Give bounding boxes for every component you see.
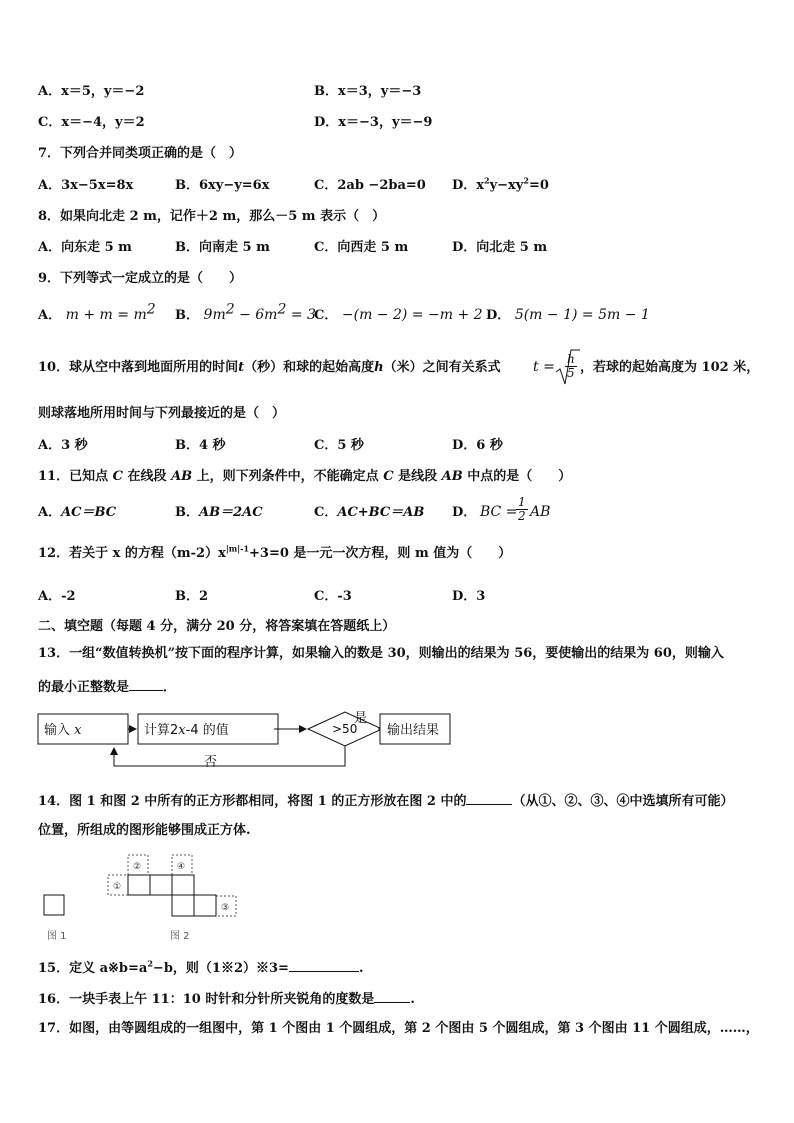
fig1-label: 图 1 bbox=[47, 931, 67, 942]
q8-option-a: A．向东走 5 m bbox=[38, 240, 132, 255]
q14-line1-b: （从①、②、③、④中选填所有可能） bbox=[512, 794, 734, 809]
fig2-mark-1: ① bbox=[113, 882, 122, 892]
q11-c-expr: AC+BC＝AB bbox=[337, 505, 425, 520]
q6-option-b: B．x＝3，y＝−3 bbox=[314, 84, 422, 99]
q8-option-d: D．向北走 5 m bbox=[452, 240, 548, 255]
section-heading: 二、填空题（每题 4 分，满分 20 分，将答案填在答题纸上） bbox=[38, 619, 396, 634]
q7-d-sup-1: 2 bbox=[484, 175, 490, 186]
q9-a-expr: m + m = m bbox=[65, 307, 147, 323]
q10-option-c: C．5 秒 bbox=[314, 438, 364, 453]
q9-b-expr-1: 9m bbox=[203, 307, 226, 323]
q11-var-ab2: AB bbox=[441, 469, 463, 484]
fig2-square-d bbox=[172, 895, 194, 916]
q9-c-label: C． bbox=[314, 308, 338, 323]
q7-option-a: A．3x−5x=8x bbox=[38, 178, 134, 193]
q7-option-c: C．2ab −2ba=0 bbox=[314, 178, 426, 193]
q16-stem-text: 16．一块手表上午 11：10 时针和分针所夹锐角的度数是 bbox=[38, 992, 375, 1007]
q17-stem: 17．如图，由等圆组成的一组图中，第 1 个图由 1 个圆组成，第 2 个图由 5 个圆组成，第 3 个图由 11 个圆组成，……， bbox=[38, 1021, 759, 1036]
q7-d-suffix: =0 bbox=[528, 178, 549, 193]
q13-line2-text: 的最小正整数是 bbox=[38, 680, 130, 695]
q11-d-rhs: AB bbox=[530, 504, 551, 520]
fig2-square-e bbox=[194, 895, 216, 916]
q7-d-prefix: D．x bbox=[452, 178, 485, 193]
cube-net-figures bbox=[36, 852, 246, 944]
flow-output-text: 输出结果 bbox=[387, 723, 440, 738]
q8-option-b: B．向南走 5 m bbox=[175, 240, 270, 255]
q8-stem: 8．如果向北走 2 m，记作＋2 m，那么－5 m 表示（ ） bbox=[38, 209, 386, 224]
q11-c-label: C． bbox=[314, 505, 338, 520]
q11-stem bbox=[38, 469, 571, 485]
q13-line2-end: ． bbox=[163, 680, 177, 695]
q11-stem-5: 中点的是（ ） bbox=[467, 469, 572, 484]
q16-answer-blank[interactable] bbox=[374, 990, 410, 1003]
q10-var-t: t bbox=[238, 360, 245, 375]
q9-option-c bbox=[314, 307, 483, 324]
flow-input-text: 输入 x bbox=[44, 723, 82, 738]
q10-formula-fraction bbox=[565, 353, 577, 380]
fig2-mark-3: ③ bbox=[221, 903, 230, 913]
q11-stem-2: 在线段 bbox=[127, 469, 167, 484]
q15-answer-blank[interactable] bbox=[289, 959, 359, 972]
flow-no-label: 否 bbox=[204, 755, 218, 770]
q16-end: . bbox=[410, 992, 415, 1007]
q16-stem bbox=[38, 990, 415, 1008]
q10-option-d: D．6 秒 bbox=[452, 438, 503, 453]
q10-stem-2: （秒）和球的起始高度 bbox=[244, 360, 375, 375]
q11-option-b bbox=[175, 505, 263, 521]
flow-decision-text: >50 bbox=[332, 722, 358, 736]
fig2-mark-4: ④ bbox=[177, 862, 186, 872]
q11-stem-1: 11．已知点 bbox=[38, 469, 109, 484]
q10-stem bbox=[38, 358, 501, 378]
q10-stem-3: （米）之间有关系式 bbox=[383, 360, 501, 375]
q11-b-expr: AB＝2AC bbox=[199, 505, 263, 520]
q13-answer-blank[interactable] bbox=[129, 678, 163, 691]
q10-option-a: A．3 秒 bbox=[38, 438, 88, 453]
q12-option-a: A．-2 bbox=[38, 589, 76, 604]
q7-stem: 7．下列合并同类项正确的是（ ） bbox=[38, 146, 243, 161]
q9-b-expr-2: − 6m bbox=[234, 307, 278, 323]
q9-option-a bbox=[38, 301, 156, 324]
fig2-square-c bbox=[172, 875, 194, 895]
q9-b-sup-1: 2 bbox=[225, 301, 235, 318]
fig2-square-a bbox=[128, 875, 150, 895]
q15-end: . bbox=[358, 961, 364, 976]
q15-stem bbox=[38, 959, 363, 977]
q14-line1-a: 14．图 1 和图 2 中所有的正方形都相同，将图 1 的正方形放在图 2 中的 bbox=[38, 794, 467, 809]
q9-stem: 9．下列等式一定成立的是（ ） bbox=[38, 271, 243, 286]
q11-d-fraction bbox=[516, 496, 528, 523]
flowchart bbox=[36, 708, 456, 772]
fig2-label: 图 2 bbox=[170, 931, 190, 942]
q11-d-den: 2 bbox=[518, 509, 526, 523]
q11-var-ab: AB bbox=[171, 469, 193, 484]
q7-d-sup-2: 2 bbox=[523, 175, 529, 186]
q10-formula-num: h bbox=[567, 352, 575, 366]
q11-option-a bbox=[38, 505, 116, 521]
q11-a-label: A． bbox=[38, 505, 62, 520]
q12-option-b: B．2 bbox=[175, 589, 209, 604]
q11-d-lhs: BC = bbox=[480, 504, 518, 520]
q10-formula-lhs: t = bbox=[533, 359, 555, 375]
q11-option-c bbox=[314, 505, 424, 521]
q6-option-d: D．x＝−3，y＝−9 bbox=[314, 115, 433, 130]
q8-option-c: C．向西走 5 m bbox=[314, 240, 409, 255]
q13-line2 bbox=[38, 678, 176, 696]
q9-option-b bbox=[175, 301, 316, 324]
q9-c-expr: −(m − 2) = −m + 2 bbox=[341, 307, 483, 323]
q10-stem-4: ，若球的起始高度为 102 米， bbox=[580, 360, 760, 375]
q9-b-sup-2: 2 bbox=[277, 301, 287, 318]
q14-line1 bbox=[38, 792, 734, 810]
q7-option-d bbox=[452, 175, 549, 194]
flow-compute-text: 计算2x-4 的值 bbox=[144, 723, 229, 738]
q11-d-label: D． bbox=[452, 505, 477, 520]
q7-option-b: B．6xy−y=6x bbox=[175, 178, 270, 193]
q10-stem-1: 10．球从空中落到地面所用的时间 bbox=[38, 360, 239, 375]
q11-d-num: 1 bbox=[518, 495, 526, 509]
q12-option-c: C．-3 bbox=[314, 589, 352, 604]
q6-option-c: C．x＝−4，y＝2 bbox=[38, 115, 145, 130]
q11-var-c2: C bbox=[383, 469, 394, 484]
q10-var-h: h bbox=[374, 360, 384, 375]
fig1-square bbox=[44, 895, 64, 915]
flow-loop-arrow bbox=[114, 746, 345, 766]
fig2-mark-2: ② bbox=[133, 862, 142, 872]
q9-b-label: B． bbox=[175, 308, 199, 323]
q7-d-mid: y−xy bbox=[489, 178, 524, 193]
q10-formula-den: 5 bbox=[567, 366, 575, 380]
q9-a-sup: 2 bbox=[146, 301, 156, 318]
q12-stem bbox=[38, 543, 512, 562]
q11-a-expr: AC＝BC bbox=[61, 505, 117, 520]
q9-d-expr: 5(m − 1) = 5m − 1 bbox=[514, 307, 650, 323]
q11-stem-3: 上，则下列条件中，不能确定点 bbox=[196, 469, 379, 484]
q12-stem-exp: |m|-1 bbox=[225, 543, 250, 554]
q10-stem-line2: 则球落地所用时间与下列最接近的是（ ） bbox=[38, 406, 286, 421]
q9-d-label: D． bbox=[486, 308, 511, 323]
q9-a-label: A． bbox=[38, 308, 62, 323]
q11-var-c: C bbox=[112, 469, 123, 484]
q12-option-d: D．3 bbox=[452, 589, 486, 604]
q15-stem-2: −b，则（1※2）※3= bbox=[152, 961, 289, 976]
q10-option-b: B．4 秒 bbox=[175, 438, 226, 453]
q12-stem-1: 12．若关于 x 的方程（m-2）x bbox=[38, 546, 226, 561]
flow-yes-label: 是 bbox=[354, 711, 368, 726]
fig2-square-b bbox=[150, 875, 172, 895]
q12-stem-2: +3=0 是一元一次方程，则 m 值为（ ） bbox=[249, 546, 512, 561]
q15-sup: 2 bbox=[147, 958, 153, 969]
q14-line2: 位置，所组成的图形能够围成正方体. bbox=[38, 823, 251, 838]
q6-option-a: A．x＝5，y＝−2 bbox=[38, 84, 145, 99]
q15-stem-1: 15．定义 a※b=a bbox=[38, 961, 148, 976]
q13-line1: 13．一组“数值转换机”按下面的程序计算，如果输入的数是 30，则输出的结果为 56，要使输出的结果为 60，则输入 bbox=[38, 646, 724, 661]
q9-option-d bbox=[486, 307, 650, 324]
q9-b-expr-3: = 3 bbox=[286, 307, 316, 323]
q14-answer-blank[interactable] bbox=[466, 792, 512, 805]
q11-b-label: B． bbox=[175, 505, 199, 520]
q11-stem-4: 是线段 bbox=[398, 469, 438, 484]
